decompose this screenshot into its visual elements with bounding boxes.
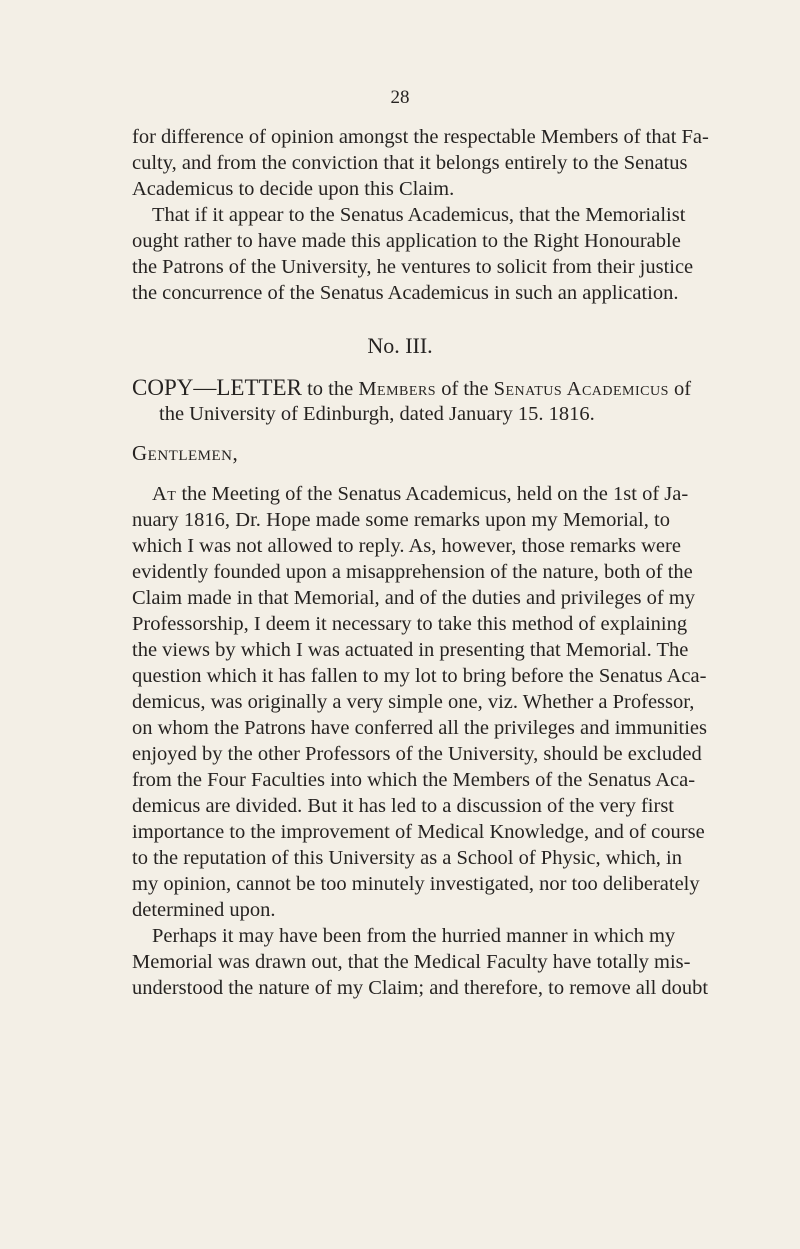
text-line: enjoyed by the other Professors of the University, should be excluded bbox=[132, 743, 702, 765]
text-line: evidently founded upon a misapprehension of the nature, both of the bbox=[132, 561, 693, 583]
text-line: on whom the Patrons have conferred all the privileges and immunities bbox=[132, 717, 707, 739]
title-line-1 bbox=[132, 375, 692, 402]
text-line: the views by which I was actuated in presenting that Memorial. The bbox=[132, 639, 689, 661]
text-line: Perhaps it may have been from the hurried manner in which my bbox=[152, 925, 676, 947]
text-line: understood the nature of my Claim; and therefore, to remove all doubt bbox=[132, 977, 709, 999]
text-line: my opinion, cannot be too minutely investigated, nor too deliberately bbox=[132, 873, 700, 895]
text-line: from the Four Faculties into which the Members of the Senatus Aca- bbox=[132, 769, 696, 791]
title-to-the: to the bbox=[301, 378, 359, 400]
text-line: ought rather to have made this application to the Right Honourable bbox=[132, 230, 681, 252]
title-members: Members bbox=[358, 378, 437, 400]
text-line: Memorial was drawn out, that the Medical Faculty have totally mis- bbox=[132, 951, 691, 973]
title-line-2: the University of Edinburgh, dated January 15. 1816. bbox=[159, 403, 595, 425]
text-line: That if it appear to the Senatus Academicus, that the Memorialist bbox=[152, 204, 686, 226]
text-line: culty, and from the conviction that it belongs entirely to the Senatus bbox=[132, 152, 688, 174]
text-line: nuary 1816, Dr. Hope made some remarks upon my Memorial, to bbox=[132, 509, 670, 531]
text-line: Professorship, I deem it necessary to take this method of explaining bbox=[132, 613, 688, 635]
title-copy-letter: COPY—LETTER bbox=[132, 375, 302, 400]
title-of-the: of the bbox=[436, 378, 494, 400]
title-of: of bbox=[668, 378, 692, 400]
text-line: determined upon. bbox=[132, 899, 276, 921]
title-senatus: Senatus Academicus bbox=[493, 378, 669, 400]
text-line: demicus, was originally a very simple one, viz. Whether a Professor, bbox=[132, 691, 695, 713]
text-line: question which it has fallen to my lot to bring before the Senatus Aca- bbox=[132, 665, 707, 687]
text-line-rest: the Meeting of the Senatus Academicus, held on the 1st of Ja- bbox=[176, 483, 689, 505]
text-line bbox=[152, 481, 689, 507]
drop-word: At bbox=[152, 483, 177, 505]
page-number: 28 bbox=[390, 87, 410, 108]
text-line: to the reputation of this University as a School of Physic, which, in bbox=[132, 847, 683, 869]
text-line: which I was not allowed to reply. As, however, those remarks were bbox=[132, 535, 681, 557]
section-heading: No. III. bbox=[367, 333, 433, 358]
text-line: demicus are divided. But it has led to a discussion of the very first bbox=[132, 795, 674, 817]
text-line: Academicus to decide upon this Claim. bbox=[132, 178, 455, 200]
text-line: Claim made in that Memorial, and of the duties and privileges of my bbox=[132, 587, 696, 609]
text-line: for difference of opinion amongst the respectable Members of that Fa- bbox=[132, 126, 709, 148]
text-line: importance to the improvement of Medical Knowledge, and of course bbox=[132, 821, 705, 843]
text-line: the Patrons of the University, he ventures to solicit from their justice bbox=[132, 256, 694, 278]
text-line: the concurrence of the Senatus Academicus in such an application. bbox=[132, 282, 679, 304]
salutation: Gentlemen, bbox=[132, 441, 239, 465]
